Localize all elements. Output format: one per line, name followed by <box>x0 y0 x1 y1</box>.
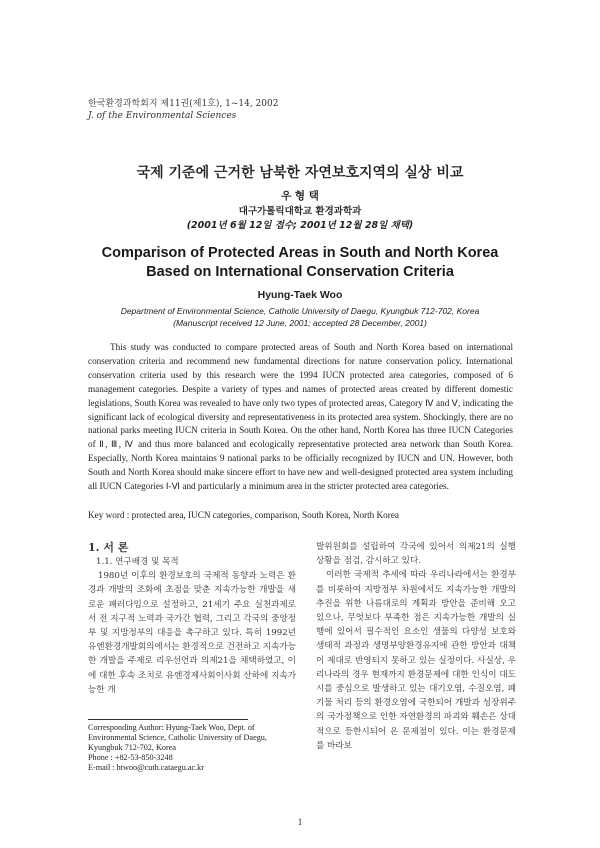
journal-name-en: J. of the Environmental Sciences <box>88 111 237 121</box>
abstract: This study was conducted to compare protected areas of South and North Korea based on international conservation criteria and recommend new fundamental directions for nature conservation policy. International conservation criteria used by this research were the 1994 IUCN protected area categories, composed of 6 management categories. Despite a variety of types and names of protected areas created by different domestic legislations, South Korea was revealed to have only two types of protected areas, Category Ⅳ and Ⅴ, indicating the significant lack of ecological diversity and representativeness in its protected area system. Shockingly, there are no national parks meeting IUCN criteria in South Korea. On the other hand, North Korea has three IUCN Categories of Ⅱ, Ⅲ, Ⅳ and thus more balanced and ecologically representative protected area network than South Korea. Especially, North Korea maintains 9 national parks to be officially recognized by IUCN and UN. However, both South and North Korea should make sincere effort to have new and well-designed protected area system including all IUCN Categories Ⅰ-Ⅵ and particularly a minimum area in the stricter protected area categories. <box>88 342 513 492</box>
title-english <box>0 244 600 282</box>
journal-citation-ko: 한국환경과학회지 제11권(제1호), 1~14, 2002 <box>88 99 279 109</box>
dates-korean: (2001년 6월 12일 접수; 2001년 12월 28일 채택) <box>186 220 414 231</box>
title-english-line1: Comparison of Protected Areas in South and North Korea <box>101 245 499 261</box>
footnote-line: Phone : +82-53-850-3248 <box>88 753 173 762</box>
page-number: 1 <box>297 817 303 827</box>
body-column-right <box>316 540 516 753</box>
author-english: Hyung-Taek Woo <box>257 289 343 301</box>
body-column-left <box>88 540 296 697</box>
footnote-line: Corresponding Author: Hyung-Taek Woo, Dept. of <box>88 723 255 732</box>
affiliation-korean: 대구가톨릭대학교 환경과학과 <box>238 206 362 217</box>
footnote-email-line: E-mail : htwoo@cuth.cataegu.ac.kr <box>88 763 204 772</box>
footnote-line: Environmental Science, Catholic University of Daegu, <box>88 733 267 742</box>
keywords: Key word : protected area, IUCN categories, comparison, South Korea, North Korea <box>88 510 399 520</box>
subsection-heading: 1.1. 연구배경 및 목적 <box>96 557 179 567</box>
corresponding-author-footnote <box>88 723 308 773</box>
body-paragraph-left: 1980년 이후의 환경보호의 국제적 동향과 노력은 환경과 개발의 조화에 초점을 맞춘 지속가능한 개발을 새로운 패러다임으로 설정하고, 21세기 주요 실천과제로서 전 지구적 노력과 국가간 협력, 그리고 각국의 중앙정부 및 지방정부의 대응을 촉구하고 있다. 특히 1992년 유엔환경개발회의에서는 환경적으로 건전하고 지속가능한 개발을 주제로 리우선언과 의제21을 채택하였고, 이에 대한 후속 조치로 유엔경제사회이사회 산하에 지속가능한 개 <box>88 571 296 695</box>
journal-header <box>88 98 278 122</box>
department-line: Department of Environmental Science, Catholic University of Daegu, Kyungbuk 712-702, Korea <box>120 306 480 316</box>
title-english-line2: Based on International Conservation Criteria <box>146 264 454 280</box>
body-paragraph-right-1: 발위원회를 설립하여 각국에 있어서 의제21의 실행 상황을 점검, 감시하고 있다. <box>316 542 516 567</box>
title-korean: 국제 기준에 근거한 남북한 자연보호지역의 실상 비교 <box>136 165 464 181</box>
section-heading-introduction: 1. 서 론 <box>88 541 129 554</box>
manuscript-dates: (Manuscript received 12 June, 2001; accepted 28 December, 2001) <box>173 318 427 328</box>
footnote-line: Kyungbuk 712-702, Korea <box>88 743 176 752</box>
author-korean: 우 형 택 <box>281 190 319 202</box>
department-english <box>0 305 600 329</box>
footnote-divider <box>88 719 248 720</box>
body-paragraph-right-2: 이러한 국제적 추세에 따라 우리나라에서는 환경부를 비롯하여 지방정부 차원에서도 지속가능한 개발의 추진을 위한 나름대로의 계획과 방안을 준비해 오고 있으나, 무엇보다 부족한 점은 지속가능한 개발의 실행에 있어서 필수적인 요소인 생물의 다양성 보호와 생태적 과정과 생명부양환경유지에 관한 방안과 대책이 제대로 반영되지 못하고 있는 실정이다. 사실상, 우리나라의 경우 현재까지 환경문제에 대한 인식이 대도시를 중심으로 발생하고 있는 대기오염, 수질오염, 폐기물 처리 등의 환경오염에 국한되어 개발과 성장위주의 국가정책으로 인한 자연환경의 파괴와 훼손은 상대적으로 등한시되어 온 문제점이 있다. 이는 환경문제를 바라보 <box>316 570 516 751</box>
